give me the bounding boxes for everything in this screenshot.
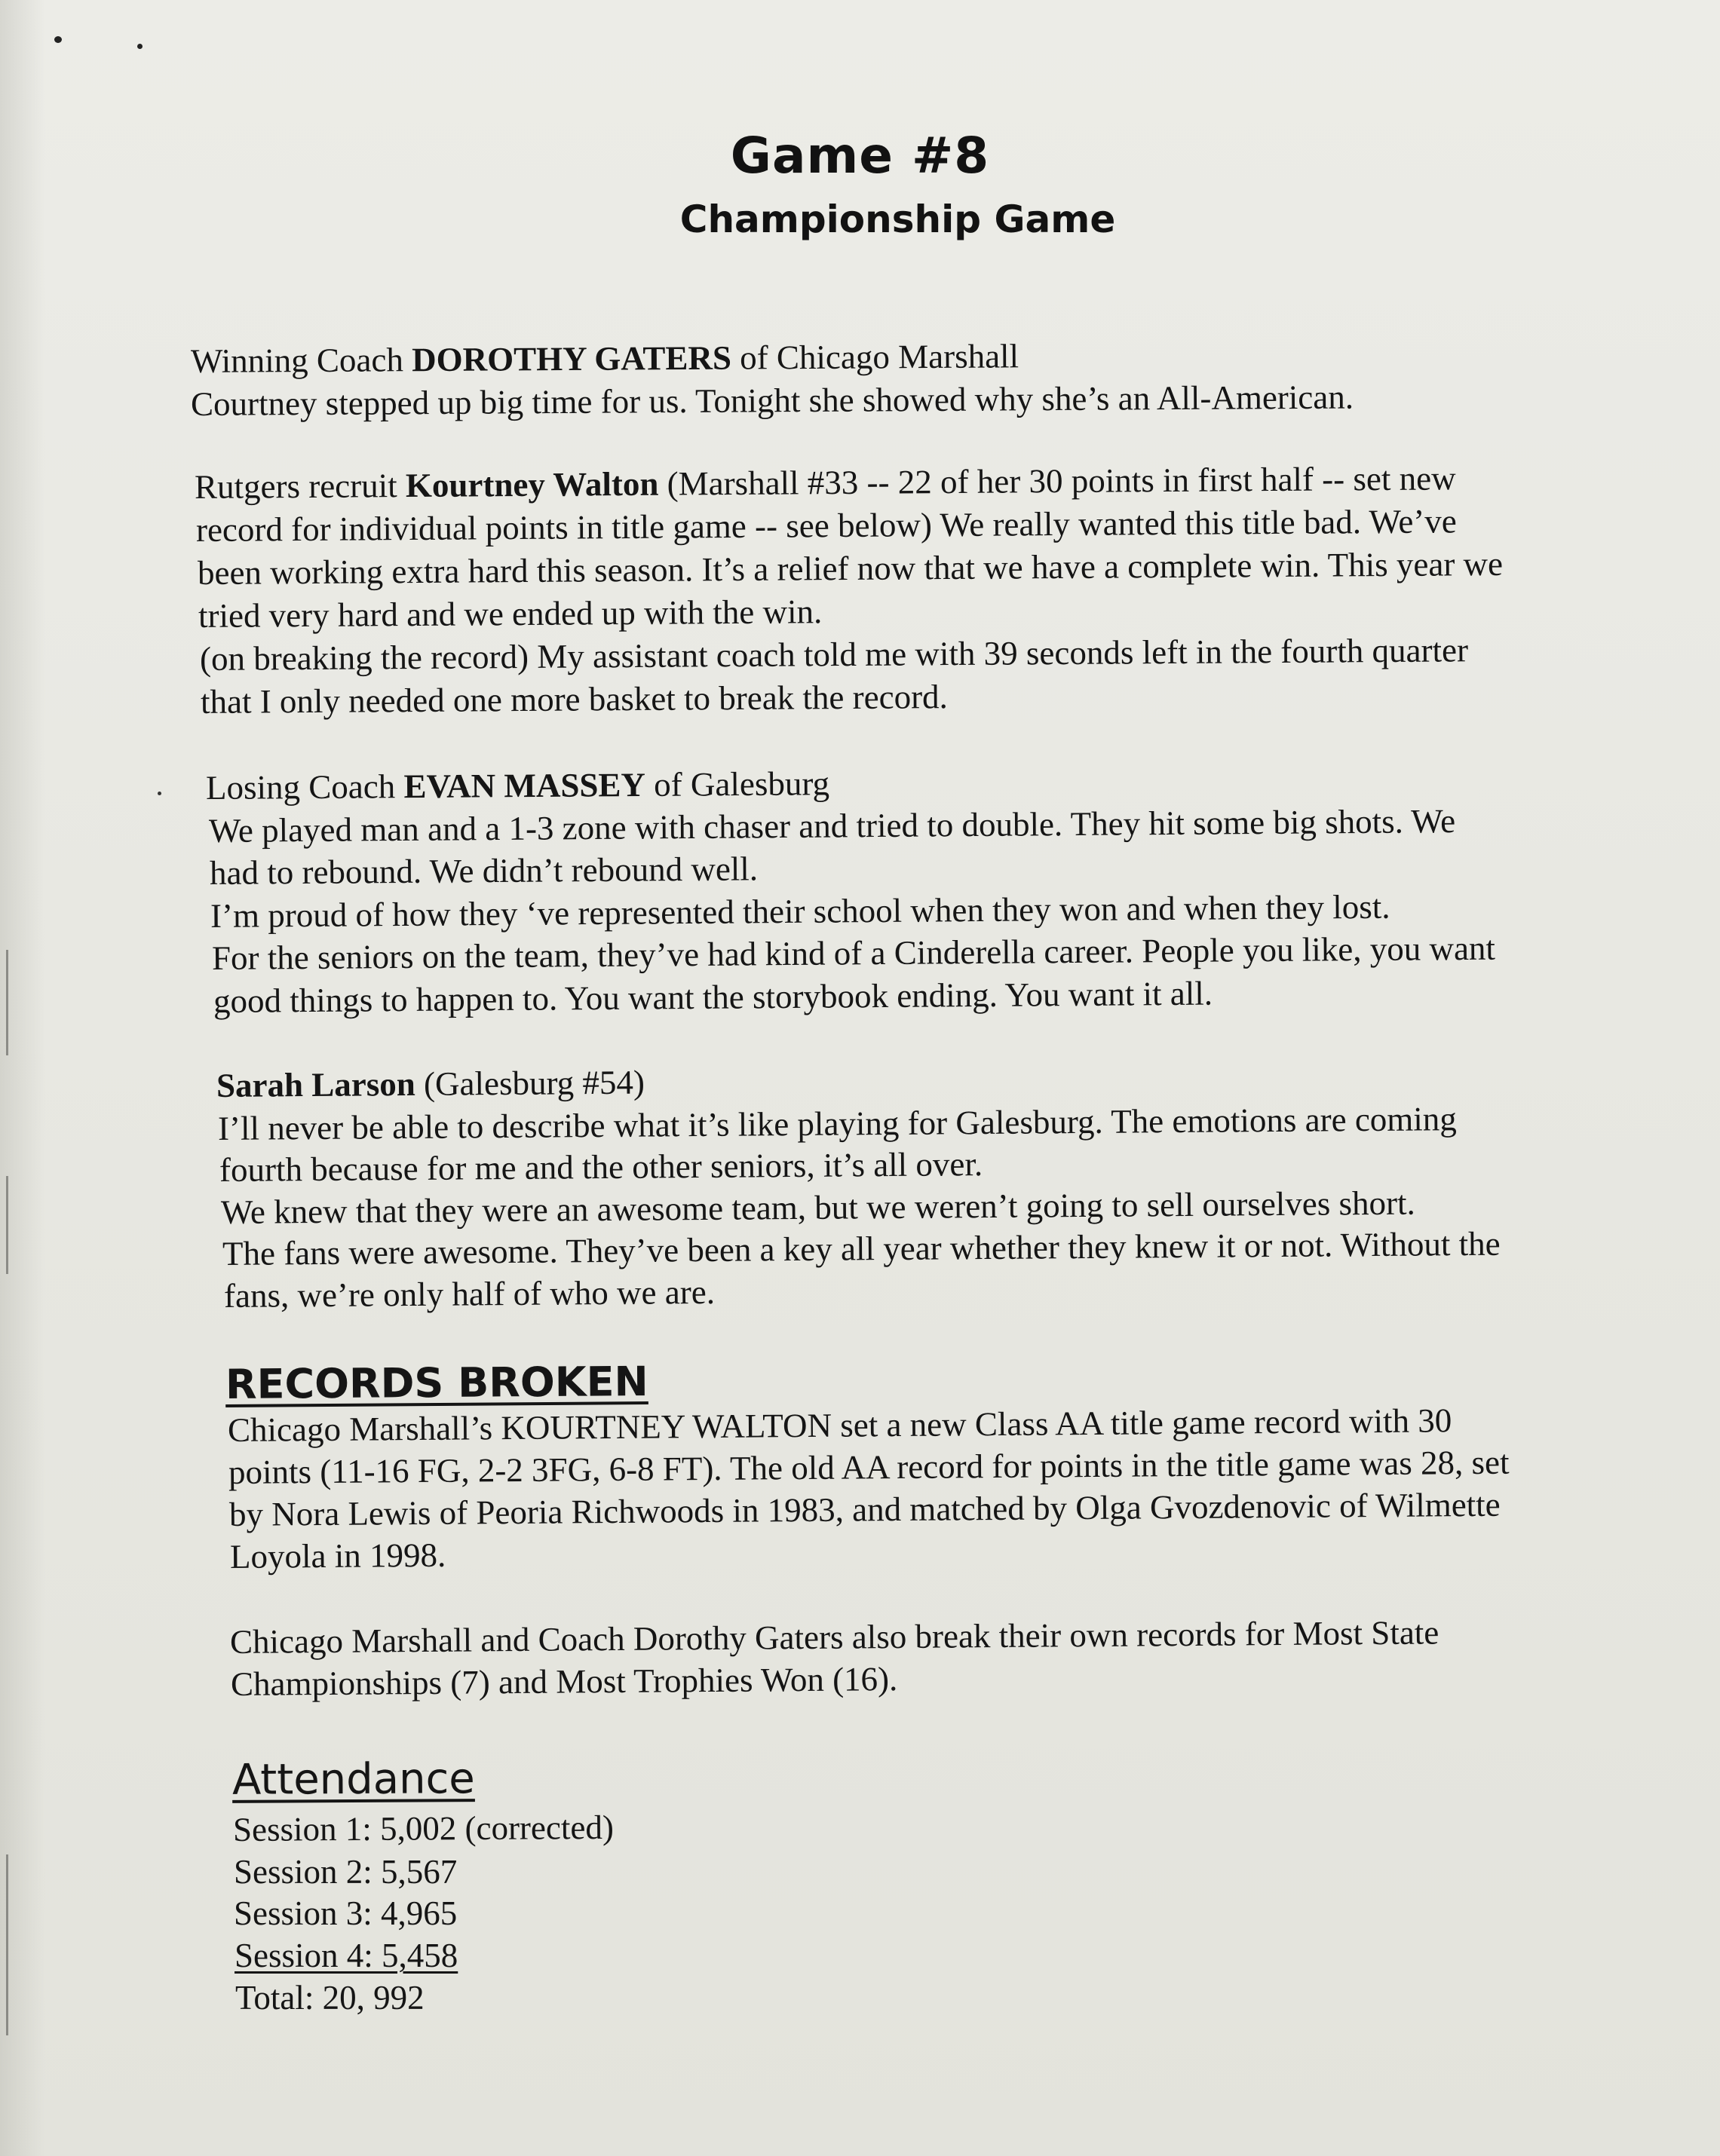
page-title: Game #8 xyxy=(730,127,990,185)
text-span: (Marshall #33 -- 22 of her 30 points in first half -- set new xyxy=(658,459,1456,503)
records-line: Championships (7) and Most Trophies Won (16). xyxy=(230,1660,898,1703)
quote-line: tried very hard and we ended up with the win. xyxy=(198,593,823,635)
records-line: Chicago Marshall and Coach Dorothy Gaters also break their own records for Most State xyxy=(229,1613,1439,1661)
quote-line: record for individual points in title game -- see below) We really wanted this title bad. We’ve xyxy=(195,502,1457,549)
quote-line: We knew that they were an awesome team, but we weren’t going to sell ourselves short. xyxy=(220,1184,1415,1231)
player-header xyxy=(216,1063,645,1104)
records-heading: RECORDS BROKEN xyxy=(225,1358,648,1408)
text-span: (Galesburg #54) xyxy=(415,1063,645,1103)
page-subtitle: Championship Game xyxy=(679,198,1116,241)
winning-coach-header xyxy=(191,339,1019,378)
coach-name: EVAN MASSEY xyxy=(403,765,646,806)
quote-line: good things to happen to. You want the storybook ending. You want it all. xyxy=(213,974,1213,1020)
attendance-heading: Attendance xyxy=(231,1754,475,1805)
quote-line: I’m proud of how they ‘ve represented their school when they won and when they lost. xyxy=(210,887,1390,935)
text-span: of Galesburg xyxy=(645,764,830,804)
quote-line: had to rebound. We didn’t rebound well. xyxy=(209,850,759,892)
quote-line: fans, we’re only half of who we are. xyxy=(223,1272,716,1315)
records-line: points (11-16 FG, 2-2 3FG, 6-8 FT). The old AA record for points in the title game was 28, set xyxy=(228,1443,1510,1491)
quote-line: Courtney stepped up big time for us. Tonight she showed why she’s an All-American. xyxy=(190,378,1354,423)
quote-line: I’ll never be able to describe what it’s like playing for Galesburg. The emotions are coming xyxy=(217,1100,1458,1147)
quote-line: We played man and a 1-3 zone with chaser and tried to double. They hit some big shots. We xyxy=(208,802,1456,850)
player-header xyxy=(195,461,1456,504)
attendance-line: Session 1: 5,002 (corrected) xyxy=(232,1808,615,1848)
attendance-total: Total: 20, 992 xyxy=(235,1979,425,2017)
attendance-line: Session 2: 5,567 xyxy=(234,1853,458,1891)
text-span: of Chicago Marshall xyxy=(731,337,1019,377)
attendance-line: Session 4: 5,458 xyxy=(235,1937,458,1974)
quote-line: For the seniors on the team, they’ve had kind of a Cinderella career. People you like, you want xyxy=(211,929,1496,977)
quote-line: (on breaking the record) My assistant coach told me with 39 seconds left in the fourth quarter xyxy=(199,631,1469,678)
quote-line: The fans were awesome. They’ve been a key all year whether they knew it or not. Without the xyxy=(222,1224,1501,1272)
records-line: Chicago Marshall’s KOURTNEY WALTON set a new Class AA title game record with 30 xyxy=(227,1401,1452,1449)
attendance-line: Session 3: 4,965 xyxy=(234,1894,458,1932)
text-span: Winning Coach xyxy=(190,341,412,380)
text-span: Rutgers recruit xyxy=(194,467,406,506)
player-name: Sarah Larson xyxy=(216,1064,415,1104)
quote-line: that I only needed one more basket to break the record. xyxy=(200,678,949,721)
records-line: Loyola in 1998. xyxy=(229,1536,446,1576)
text-span: Losing Coach xyxy=(205,767,404,807)
player-name: Kourtney Walton xyxy=(405,464,659,505)
losing-coach-header xyxy=(205,764,830,807)
quote-line: been working extra hard this season. It’s a relief now that we have a complete win. This year we xyxy=(197,544,1504,592)
records-line: by Nora Lewis of Peoria Richwoods in 1983, and matched by Olga Gvozdenovic of Wilmette xyxy=(228,1485,1501,1533)
coach-name: DOROTHY GATERS xyxy=(411,338,732,379)
quote-line: fourth because for me and the other seniors, it’s all over. xyxy=(219,1145,983,1189)
